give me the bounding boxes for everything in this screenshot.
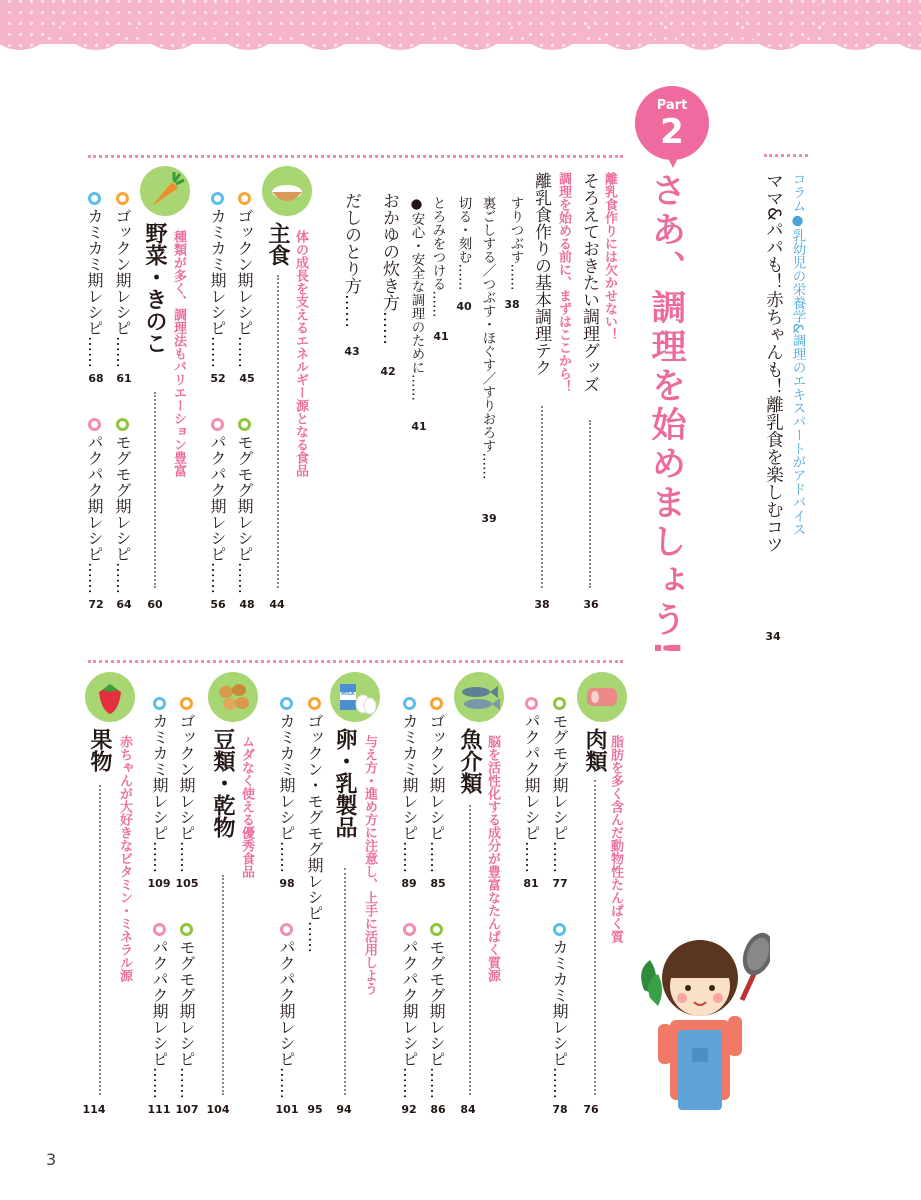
page-yasai-gokkun: 61 (116, 372, 132, 385)
flower-icon (211, 192, 224, 205)
shushoku-subheading: 体の成長を支えるエネルギー源となる食品 (293, 230, 308, 477)
mame-subheading: ムダなく使える優秀食品 (239, 735, 254, 878)
kudamono-subheading: 赤ちゃんが大好きなビタミン・ミネラル源 (117, 735, 132, 982)
gyokai-recipe-mogumogu[interactable]: モグモグ期レシピ…… (428, 923, 444, 1099)
flower-icon (430, 923, 443, 936)
flower-icon (280, 923, 293, 936)
page-mame: 104 (206, 1103, 230, 1116)
part-label: Part (656, 98, 688, 113)
flower-icon (211, 418, 224, 431)
page-niku-pakupaku: 81 (523, 877, 539, 890)
page-gyokai-pakupaku: 92 (401, 1103, 417, 1116)
leader-techniques (541, 406, 543, 588)
flower-icon (553, 923, 566, 936)
page-tamago-kamikami: 98 (279, 877, 295, 890)
page-mame-gokkun: 105 (175, 877, 199, 890)
milk-egg-icon (330, 672, 380, 722)
toc-item-dashi[interactable]: だしのとり方…… (341, 192, 361, 328)
mame-recipe-kamikami[interactable]: カミカミ期レシピ…… (151, 697, 167, 873)
toc-sub-safety[interactable]: ●安心・安全な調理のために…… (408, 196, 425, 401)
page-strain: 39 (481, 512, 497, 525)
toc-item-okayu[interactable]: おかゆの炊き方…… (379, 192, 399, 345)
tamago-recipe-kamikami[interactable]: カミカミ期レシピ…… (278, 697, 294, 873)
page-gyokai-gokkun: 85 (430, 877, 446, 890)
strawberry-icon (85, 672, 135, 722)
page-tamago-gokkun-mogumogu: 95 (307, 1103, 323, 1116)
gyokai-subheading: 脳を活性化する成分が豊富なたんぱく質源 (485, 735, 500, 982)
toc-sub-strain[interactable]: 裏ごしする／つぶす・ほぐす／すりおろす…… (479, 196, 496, 480)
mame-recipe-gokkun[interactable]: ゴックン期レシピ…… (178, 697, 194, 873)
intro-subheading-1: 離乳食作りには欠かせない！ (602, 172, 617, 341)
leader-tamago (344, 868, 346, 1095)
intro-subheading-2: 調理を始める前に、まずはここから！ (556, 172, 571, 393)
page-gyokai-mogumogu: 86 (430, 1103, 446, 1116)
flower-icon (238, 418, 251, 431)
yasai-title[interactable]: 野菜・きのこ (142, 222, 167, 354)
page-thicken: 41 (433, 330, 449, 343)
toc-sub-thicken[interactable]: とろみをつける…… (429, 196, 446, 318)
gyokai-recipe-gokkun[interactable]: ゴックン期レシピ…… (428, 697, 444, 873)
page-gyokai: 84 (460, 1103, 476, 1116)
shushoku-recipe-kamikami[interactable]: カミカミ期レシピ…… (209, 192, 225, 368)
flower-icon (403, 923, 416, 936)
column-title: ママ&パパも！赤ちゃんも！離乳食を楽しむコツ (763, 172, 784, 554)
niku-recipe-kamikami[interactable]: カミカミ期レシピ…… (551, 923, 567, 1099)
shushoku-recipe-pakupaku[interactable]: パクパク期レシピ…… (209, 418, 225, 594)
page-tamago-pakupaku: 101 (275, 1103, 299, 1116)
shushoku-recipe-mogumogu[interactable]: モグモグ期レシピ…… (236, 418, 252, 594)
page-okayu: 42 (380, 365, 396, 378)
kudamono-title[interactable]: 果物 (87, 728, 112, 772)
page-yasai: 60 (147, 598, 163, 611)
page-number: 3 (46, 1150, 57, 1169)
column-label: コラム (789, 172, 806, 213)
page-niku: 76 (583, 1103, 599, 1116)
shushoku-recipe-gokkun[interactable]: ゴックン期レシピ…… (236, 192, 252, 368)
mame-recipe-pakupaku[interactable]: パクパク期レシピ…… (151, 923, 167, 1099)
part-badge-tail (664, 150, 682, 168)
page-mame-mogumogu: 107 (175, 1103, 199, 1116)
yasai-recipe-gokkun[interactable]: ゴックン期レシピ…… (114, 192, 130, 368)
page-gyokai-kamikami: 89 (401, 877, 417, 890)
flower-icon (308, 697, 321, 710)
page-mame-kamikami: 109 (147, 877, 171, 890)
lower-dotted-rule (88, 660, 623, 663)
upper-dotted-rule (88, 155, 623, 158)
niku-recipe-mogumogu[interactable]: モグモグ期レシピ…… (551, 697, 567, 873)
toc-sub-cut[interactable]: 切る・刻む…… (455, 196, 472, 291)
leader-kudamono (99, 785, 101, 1095)
milk-label: MILK (341, 691, 355, 697)
column-line1: 乳幼児の栄養学&調理のエキスパートがアドバイス (789, 228, 806, 537)
flower-icon (116, 418, 129, 431)
flower-icon (430, 697, 443, 710)
page-grind: 38 (504, 298, 520, 311)
tamago-recipe-pakupaku[interactable]: パクパク期レシピ…… (278, 923, 294, 1099)
page-shushoku-mogumogu: 48 (239, 598, 255, 611)
flower-icon (525, 697, 538, 710)
yasai-recipe-kamikami[interactable]: カミカミ期レシピ…… (86, 192, 102, 368)
page-yasai-kamikami: 68 (88, 372, 104, 385)
girl-with-pan-illustration (630, 920, 770, 1120)
column-dot-icon: ● (789, 212, 806, 229)
flower-icon (180, 923, 193, 936)
tamago-title[interactable]: 卵・乳製品 (332, 728, 357, 838)
flower-icon (153, 697, 166, 710)
leader-yasai (154, 392, 156, 588)
column-heading (790, 172, 804, 536)
carrot-icon (140, 166, 190, 216)
tamago-subheading: 与え方・進め方に注意し、上手に活用しよう (362, 735, 377, 995)
page-techniques: 38 (534, 598, 550, 611)
mame-title[interactable]: 豆類・乾物 (210, 728, 235, 838)
rice-bowl-icon (262, 166, 312, 216)
leader-tools (589, 420, 591, 588)
page-shushoku-gokkun: 45 (239, 372, 255, 385)
mame-recipe-mogumogu[interactable]: モグモグ期レシピ…… (178, 923, 194, 1099)
tamago-recipe-gokkun-mogumogu[interactable]: ゴックン・モグモグ期レシピ…… (306, 697, 322, 953)
page-dashi: 43 (344, 345, 360, 358)
page-niku-mogumogu: 77 (552, 877, 568, 890)
page-yasai-mogumogu: 64 (116, 598, 132, 611)
yasai-subheading: 種類が多く、調理法もバリエーション豊富 (171, 230, 186, 477)
niku-subheading: 脂肪を多く含んだ動物性たんぱく質 (608, 735, 623, 943)
flower-icon (553, 697, 566, 710)
flower-icon (280, 697, 293, 710)
gyokai-title[interactable]: 魚介類 (457, 728, 482, 794)
part-number: 2 (660, 112, 684, 152)
shushoku-title[interactable]: 主食 (265, 222, 290, 266)
column-page: 34 (765, 630, 781, 643)
page-cut: 40 (456, 300, 472, 313)
flower-icon (180, 697, 193, 710)
leader-gyokai (469, 805, 471, 1095)
toc-item-tools[interactable]: そろえておきたい調理グッズ (579, 172, 599, 393)
meat-icon (577, 672, 627, 722)
flower-icon (116, 192, 129, 205)
leader-shushoku (277, 275, 279, 588)
page-tamago: 94 (336, 1103, 352, 1116)
leader-niku (594, 780, 596, 1095)
part-badge (635, 86, 709, 160)
flower-icon (403, 697, 416, 710)
fish-icon (454, 672, 504, 722)
niku-recipe-pakupaku[interactable]: パクパク期レシピ…… (523, 697, 539, 873)
flower-icon (88, 192, 101, 205)
page-tools: 36 (583, 598, 599, 611)
yasai-recipe-pakupaku[interactable]: パクパク期レシピ…… (86, 418, 102, 594)
column-dotted-rule (764, 154, 808, 157)
page-mame-pakupaku: 111 (147, 1103, 171, 1116)
beans-icon (208, 672, 258, 722)
page-safety: 41 (411, 420, 427, 433)
page-shushoku-pakupaku: 56 (210, 598, 226, 611)
flower-icon (238, 192, 251, 205)
gyokai-recipe-pakupaku[interactable]: パクパク期レシピ…… (401, 923, 417, 1099)
yasai-recipe-mogumogu[interactable]: モグモグ期レシピ…… (114, 418, 130, 594)
leader-mame (222, 875, 224, 1095)
page-shushoku: 44 (269, 598, 285, 611)
flower-icon (88, 418, 101, 431)
page-shushoku-kamikami: 52 (210, 372, 226, 385)
toc-item-techniques[interactable]: 離乳食作りの基本調理テク (531, 172, 551, 376)
page-kudamono: 114 (82, 1103, 106, 1116)
main-title: さあ、調理を始めましょう! (646, 172, 686, 660)
toc-sub-grind[interactable]: すりつぶす…… (507, 196, 524, 291)
niku-title[interactable]: 肉類 (582, 728, 607, 772)
page-niku-kamikami: 78 (552, 1103, 568, 1116)
page-yasai-pakupaku: 72 (88, 598, 104, 611)
flower-icon (153, 923, 166, 936)
gyokai-recipe-kamikami[interactable]: カミカミ期レシピ…… (401, 697, 417, 873)
